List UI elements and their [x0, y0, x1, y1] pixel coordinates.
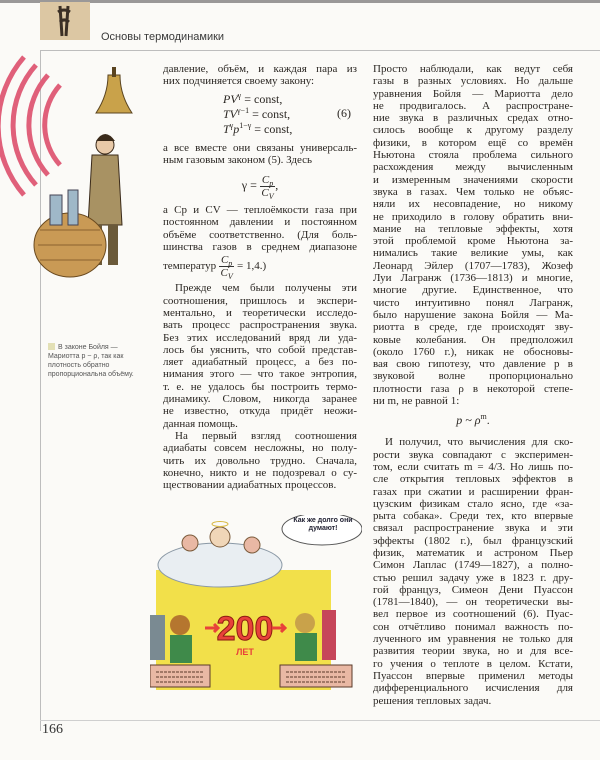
equation-line-2: $TV^{\gamma-1}$ = const, — [223, 105, 291, 121]
text-line: шинства газов в среднем диапазоне — [163, 241, 357, 254]
header-thumbnail-image — [40, 2, 90, 40]
label-box-left — [150, 665, 210, 687]
text-line: ным газовым законом (5). Здесь — [163, 153, 313, 166]
text-line: газах при сжатии и расширении фран- — [373, 485, 573, 498]
text-line: динамику. Словом, никогда заранее — [163, 393, 357, 406]
text-line: было нарушение закона Бойля — Ма- — [373, 308, 573, 321]
text-line: сон отчётливо понимал важность по- — [373, 620, 573, 633]
page-number: 166 — [42, 722, 63, 737]
text-line: плотности газа ρ в некоторой степе- — [373, 382, 573, 395]
text-line: Без этих исследований вряд ли уда- — [163, 331, 357, 344]
text-line: а все вместе они связаны универсаль- — [163, 141, 357, 154]
years-label: ЛЕТ — [236, 647, 254, 657]
text-line: не продвигалось. А распростране- — [373, 99, 573, 112]
equation-line-3: $T^\gamma p^{1-\gamma}$ = const, — [223, 120, 293, 136]
cartoon-200-years — [150, 515, 362, 710]
temperature-ratio-line: температур $\frac{C_p}{C_V}$ = 1,4.) — [163, 254, 267, 282]
text-line: (1781—1840), — он теоретически вы- — [373, 596, 573, 609]
text-line: стью решил задачу уже в 1823 г. дру- — [373, 571, 573, 584]
text-line: гой француз, Симеон Дени Пуассон — [373, 583, 573, 596]
text-line: чить их довольно трудно. Сначала, — [163, 454, 357, 467]
text-line: физики, в котором ещё со времён — [373, 136, 573, 149]
text-line: физик, математик и астроном Пьер — [373, 546, 573, 559]
text-line: данная помощь. — [163, 417, 238, 430]
text-line: развития теории звука, но и для все- — [373, 645, 573, 658]
text-line: и измеренным значениями скорости — [373, 173, 573, 186]
text-line: рыта собака». Среди тех, кто впервые — [373, 510, 573, 523]
caption-marker-icon — [48, 343, 55, 350]
caption-text: В законе Бойля — Мариотта p ~ ρ, так как плотность обратно пропорциональна объёму. — [48, 344, 134, 378]
text-line: Прежде чем были получены эти — [175, 282, 357, 295]
text-line: уравнения Бойля — Мариотта дело — [373, 87, 573, 100]
text-line: Ньютона стояла проблема сильного — [373, 149, 573, 162]
text-line: этой проблемой кроме Ньютона за- — [373, 235, 573, 248]
top-border — [0, 0, 600, 3]
text-line: Пуассон впервые применил методы — [373, 669, 573, 682]
text-line: вать процесс распространения звука. — [163, 319, 357, 332]
cloud-icon — [158, 543, 282, 587]
text-line: ляет адиабатный процесс, а без по- — [163, 356, 357, 369]
text-line: нимания этого — что такое энтропия, — [163, 368, 357, 381]
text-line: дифференциального исчисления для — [373, 682, 573, 695]
text-line: эффекты (1802 г.), был французский — [373, 534, 573, 547]
bell-icon — [96, 75, 132, 113]
text-line: чисто интуитивно понял Лагранж, — [373, 296, 573, 309]
gamma-formula: γ = $\frac{C_p}{C_V}$ , — [241, 173, 279, 202]
text-line: ни m, не равной 1: — [373, 395, 460, 408]
paragraph-gas-law — [163, 142, 357, 167]
text-line: расхождения между вычисленным — [373, 161, 573, 174]
text-line: ние звука в различных средах отно- — [373, 112, 573, 125]
text-line: давление, объём, и каждая пара из — [163, 63, 357, 75]
label-box-right — [280, 665, 352, 687]
text-line: решения тепловых задач. — [373, 694, 492, 707]
paragraph-sound-history — [373, 63, 573, 407]
text-line: Леонард Эйлер (1707—1783), Жозеф — [373, 259, 573, 272]
text-column-3 — [373, 63, 573, 707]
text-line: соотношения, пришлось и экспери- — [163, 294, 357, 307]
text-line: вел первое из соотношений (6). Пуас- — [373, 608, 573, 621]
text-line: не приходило в голову обратить вни- — [373, 210, 573, 223]
text-line: лось бы уяснить, что собой представ- — [163, 343, 357, 356]
paragraph-heat-capacity — [163, 204, 357, 253]
text-line: ществовании адиабатных процессов. — [163, 479, 337, 492]
equation-6 — [163, 92, 357, 138]
text-line: нимались такие великие умы, как — [373, 247, 573, 260]
section-title: Основы термодинамики — [101, 31, 225, 43]
text-line: ментально, и теоретически исследо- — [163, 306, 357, 319]
text-line: риотта в среде, где происходят зву- — [373, 321, 573, 334]
text-line: связал распространение звука и эти — [373, 522, 573, 535]
text-line: том, если считать m = 4/3. Но лишь по- — [373, 460, 573, 473]
paragraph-laplace-poisson — [373, 436, 573, 707]
text-line: Просто наблюдали, как ведут себя — [373, 63, 573, 75]
equation-line-1: $PV^\gamma$ = const, — [223, 90, 283, 106]
text-line: не известно, откуда придёт неожи- — [163, 405, 357, 418]
text-line: няли их несовпадение, но никому — [373, 198, 573, 211]
text-line: а Cp и CV — теплоёмкости газа при — [163, 204, 357, 217]
halo-icon — [212, 522, 228, 527]
text-line: рости звука совпадают с эксперимен- — [373, 448, 573, 461]
boyle-bell-illustration — [0, 55, 150, 305]
text-line: (около 1760 г.), никак не обосновы- — [373, 345, 573, 358]
text-line: конечно, никто и не подозревал о су- — [163, 466, 357, 479]
text-line: Симон Лаплас (1749—1827), а полно- — [373, 559, 573, 572]
bottom-rule — [40, 720, 600, 721]
text-line: объёме соответственно. (Для боль- — [163, 228, 357, 241]
text-line: них подчиняется своему закону: — [163, 75, 315, 88]
text-line: сле открытия тепловых эффектов в — [373, 473, 573, 486]
text-line: т. е. не удалось бы построить термо- — [163, 380, 357, 393]
text-line: мание на тепловые эффекты, хотя — [373, 222, 573, 235]
text-line: адиабаты совсем несложны, но полу- — [163, 442, 357, 455]
text-line: лученного им уравнения не только для — [373, 633, 573, 646]
sidebar-caption — [48, 343, 146, 379]
text-line: вая свою гипотезу, что давление p в — [373, 358, 573, 371]
sound-waves-icon — [0, 57, 60, 195]
text-line: цузским физикам стало ясно, где «за- — [373, 497, 573, 510]
paragraph-prior-research — [163, 282, 357, 430]
speech-bubble-text: Как же долго они думают! — [293, 517, 353, 532]
text-column-2 — [163, 63, 357, 491]
years-number: 200 — [216, 610, 274, 648]
text-line: ковые колебания. Он предположил — [373, 333, 573, 346]
text-line: И получил, что вычисления для ско- — [385, 436, 573, 449]
text-line: звуковой волне пропорционально — [373, 370, 573, 383]
text-line: Луи Лагранж (1736—1813) и многие, — [373, 272, 573, 285]
paragraph-intro — [163, 63, 357, 88]
text-line: го учения о теплоте в целом. Кстати, — [373, 657, 573, 670]
text-line: силось вообще к другому разделу — [373, 124, 573, 137]
text-line: На первый взгляд соотношения — [175, 429, 357, 442]
text-line: постоянном давлении и постоянном — [163, 216, 357, 229]
text-line: многие другие. Единственное, что — [373, 284, 573, 297]
text-line: звука в газах. Чем только не объяс- — [373, 185, 573, 198]
text-line: газы в разных условиях. Но дальше — [373, 75, 573, 88]
lagrange-formula: p ~ $\rho^m$. — [456, 412, 490, 428]
equation-number: (6) — [337, 105, 351, 120]
paragraph-adiabat — [163, 430, 357, 491]
